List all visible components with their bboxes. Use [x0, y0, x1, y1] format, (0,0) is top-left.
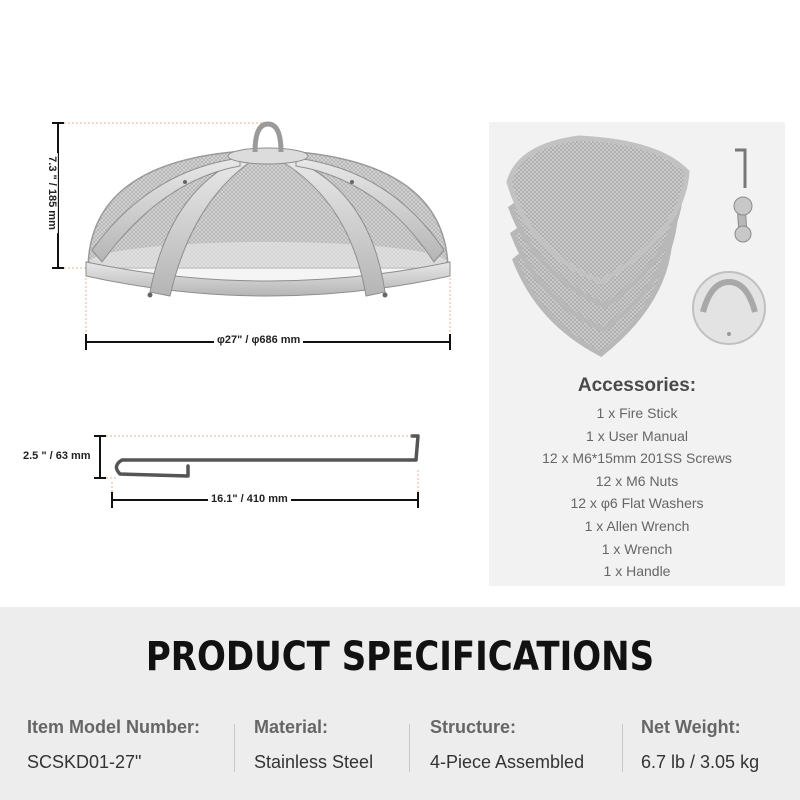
accessory-item: 1 x Allen Wrench	[584, 517, 690, 534]
spec-divider	[622, 724, 623, 772]
accessories-illustration	[489, 122, 785, 372]
spec-label: Material:	[254, 717, 329, 737]
wrench-icon	[734, 197, 752, 242]
spec-divider	[234, 724, 235, 772]
product-specifications	[0, 607, 800, 800]
accessories-list	[489, 402, 785, 583]
spec-net-weight	[641, 717, 759, 773]
dimension-svg	[0, 0, 480, 560]
spec-material	[254, 717, 373, 773]
accessory-item: 1 x User Manual	[586, 427, 688, 444]
accessories-panel	[489, 122, 785, 586]
stick-height-label: 2.5 " / 63 mm	[23, 450, 91, 462]
specs-title: PRODUCT SPECIFICATIONS	[145, 634, 655, 680]
dome-diameter-label: φ27" / φ686 mm	[214, 334, 303, 346]
accessories-title: Accessories:	[577, 375, 697, 396]
spec-value: Stainless Steel	[254, 752, 374, 772]
accessory-item: 12 x φ6 Flat Washers	[570, 495, 704, 512]
allen-wrench-icon	[735, 150, 745, 188]
spec-divider	[409, 724, 410, 772]
handle-icon	[693, 272, 765, 344]
dimension-drawings	[0, 0, 480, 560]
spark-screen-dome	[86, 124, 450, 298]
spec-value: 6.7 lb / 3.05 kg	[641, 752, 760, 772]
accessory-item: 12 x M6 Nuts	[595, 472, 679, 489]
spec-label: Item Model Number:	[27, 717, 201, 737]
spec-label: Net Weight:	[641, 717, 741, 737]
stick-length-label: 16.1" / 410 mm	[208, 493, 291, 505]
spec-label: Structure:	[430, 717, 517, 737]
screen-panels	[509, 138, 687, 354]
spec-structure	[430, 717, 584, 773]
accessory-item: 1 x Fire Stick	[596, 405, 678, 421]
accessory-item: 1 x Wrench	[601, 540, 673, 557]
dome-height-label: 7.3 " / 185 mm	[46, 153, 58, 233]
spec-value: SCSKD01-27"	[27, 752, 142, 772]
accessory-item: 12 x M6*15mm 201SS Screws	[542, 450, 732, 467]
spec-model-number	[27, 717, 200, 773]
spec-value: 4-Piece Assembled	[430, 752, 585, 772]
accessory-item: 1 x Handle	[603, 563, 671, 580]
